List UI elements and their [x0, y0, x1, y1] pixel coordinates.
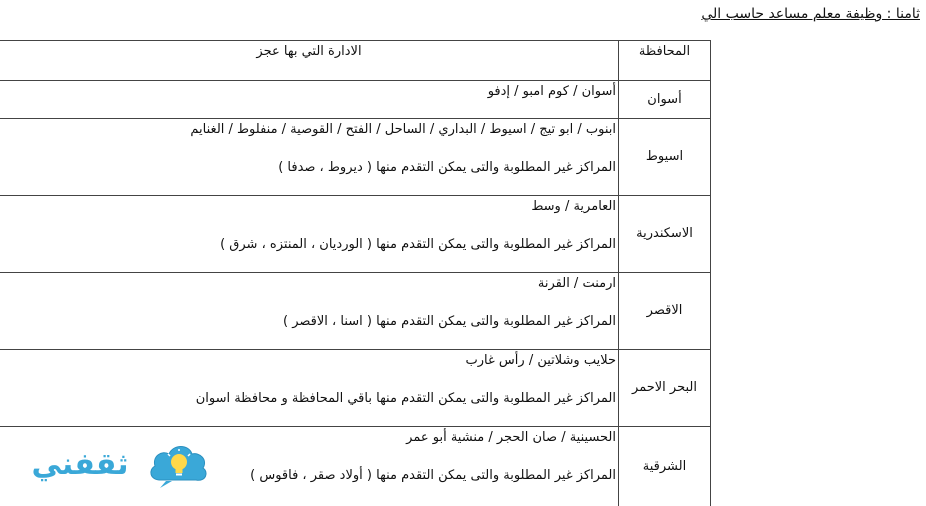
- administration-line: ارمنت / القرنة: [537, 276, 616, 291]
- administration-cell: [0, 81, 619, 119]
- table-row: [0, 81, 711, 119]
- table-header-row: [0, 41, 711, 81]
- administration-line: حلايب وشلاتين / رأس غارب: [465, 353, 616, 368]
- administration-line: أسوان / كوم امبو / إدفو: [487, 84, 616, 99]
- governorate-cell: اسيوط: [619, 119, 711, 196]
- optional-centers-line: المراكز غير المطلوبة والتى يمكن التقدم منها ( ديروط ، صدفا ): [278, 160, 616, 175]
- administration-line: ابنوب / ابو تيج / اسيوط / البداري / الساحل / الفتح / القوصية / منفلوط / الغنايم: [190, 122, 616, 137]
- governorate-cell: الاقصر: [619, 273, 711, 350]
- table-row: [0, 119, 711, 196]
- section-heading: ثامنا : وظيفة معلم مساعد حاسب الي: [701, 6, 920, 22]
- table-row: [0, 350, 711, 427]
- administration-cell: [0, 119, 619, 196]
- optional-centers-line: المراكز غير المطلوبة والتى يمكن التقدم منها ( اسنا ، الاقصر ): [283, 314, 616, 329]
- administration-cell: [0, 350, 619, 427]
- table-row: [0, 196, 711, 273]
- governorate-cell: الشرقية: [619, 427, 711, 506]
- watermark-text: ثقفني: [31, 447, 129, 482]
- governorate-cell: أسوان: [619, 81, 711, 119]
- optional-centers-line: المراكز غير المطلوبة والتى يمكن التقدم منها باقي المحافظة و محافظة اسوان: [195, 391, 616, 406]
- optional-centers-line: المراكز غير المطلوبة والتى يمكن التقدم منها ( أولاد صقر ، فاقوس ): [250, 468, 616, 483]
- lightbulb-cloud-icon: [146, 440, 210, 490]
- administration-cell: [0, 273, 619, 350]
- optional-centers-line: المراكز غير المطلوبة والتى يمكن التقدم منها ( الورديان ، المنتزه ، شرق ): [220, 237, 616, 252]
- header-administration: الادارة التي بها عجز: [0, 41, 619, 81]
- header-governorate: المحافظة: [619, 41, 711, 81]
- administration-line: الحسينية / صان الحجر / منشية أبو عمر: [406, 430, 616, 445]
- watermark-logo: [14, 436, 210, 496]
- administration-line: العامرية / وسط: [531, 199, 616, 214]
- governorate-cell: الاسكندرية: [619, 196, 711, 273]
- governorate-cell: البحر الاحمر: [619, 350, 711, 427]
- table-row: [0, 273, 711, 350]
- administration-cell: [0, 196, 619, 273]
